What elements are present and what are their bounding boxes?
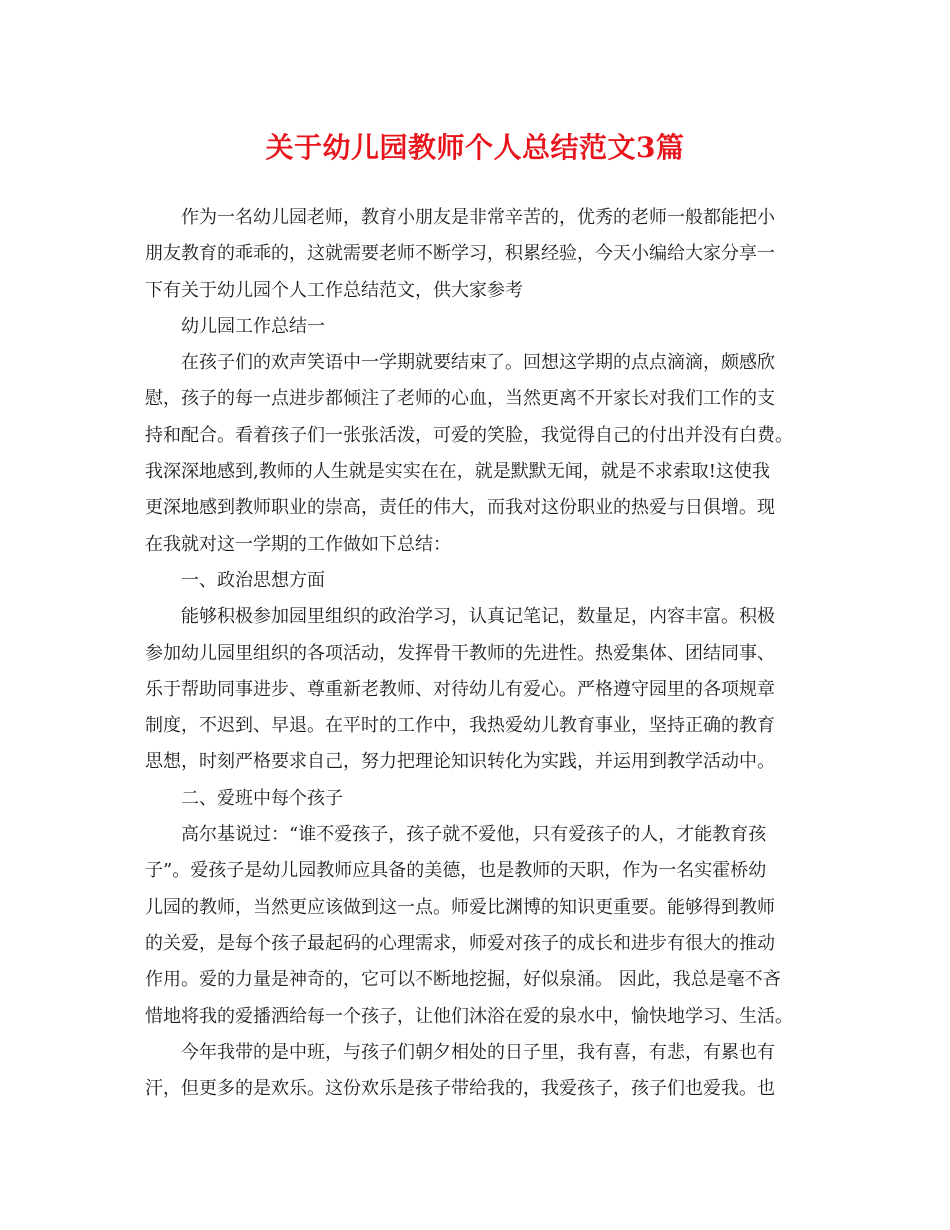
text-line: 子”。爱孩子是幼儿园教师应具备的美德，也是教师的天职，作为一名实霍桥幼 <box>145 860 767 882</box>
text-line: 在孩子们的欢声笑语中一学期就要结束了。回想这学期的点点滴滴，颇感欣 <box>181 352 775 374</box>
text-line: 持和配合。看着孩子们一张张活泼，可爱的笑脸，我觉得自己的付出并没有白费。 <box>145 424 793 446</box>
text-line: 作为一名幼儿园老师，教育小朋友是非常辛苦的，优秀的老师一般都能把小 <box>181 207 775 228</box>
text-line: 我深深地感到,教师的人生就是实实在在，就是默默无闻，就是不求索取!这使我 <box>145 461 770 483</box>
text-line: 能够积极参加园里组织的政治学习，认真记笔记，数量足，内容丰富。积极 <box>181 606 775 628</box>
text-line: 的关爱，是每个孩子最起码的心理需求，师爱对孩子的成长和进步有很大的推动 <box>145 932 775 954</box>
text-line: 乐于帮助同事进步、尊重新老教师、对待幼儿有爱心。严格遵守园里的各项规章 <box>145 678 775 700</box>
text-line: 参加幼儿园里组织的各项活动，发挥骨干教师的先进性。热爱集体、团结同事、 <box>145 642 775 664</box>
text-line: 朋友教育的乖乖的，这就需要老师不断学习，积累经验，今天小编给大家分享一 <box>145 243 775 265</box>
text-line: 作用。爱的力量是神奇的，它可以不断地挖掘，好似泉涌。 因此，我总是毫不吝 <box>145 969 781 991</box>
document-body <box>145 200 805 1107</box>
text-line: 更深地感到教师职业的崇高，责任的伟大，而我对这份职业的热爱与日俱增。现 <box>145 497 775 519</box>
text-line: 一、政治思想方面 <box>181 569 325 591</box>
text-line: 幼儿园工作总结一 <box>181 315 325 337</box>
text-line: 下有关于幼儿园个人工作总结范文，供大家参考 <box>145 279 523 301</box>
text-line: 二、爱班中每个孩子 <box>181 787 343 809</box>
text-line: 在我就对这一学期的工作做如下总结： <box>145 533 451 555</box>
text-line: 今年我带的是中班，与孩子们朝夕相处的日子里，我有喜，有悲，有累也有 <box>181 1041 775 1063</box>
text-line: 思想，时刻严格要求自己，努力把理论知识转化为实践，并运用到教学活动中。 <box>145 751 775 773</box>
text-line: 汗，但更多的是欢乐。这份欢乐是孩子带给我的，我爱孩子，孩子们也爱我。也 <box>145 1078 775 1100</box>
document-title: 关于幼儿园教师个人总结范文3篇 <box>265 131 685 164</box>
text-line: 制度，不迟到、早退。在平时的工作中，我热爱幼儿教育事业，坚持正确的教育 <box>145 715 775 737</box>
text-line: 惜地将我的爱播洒给每一个孩子，让他们沐浴在爱的泉水中，愉快地学习、生活。 <box>145 1005 793 1027</box>
text-line: 高尔基说过：“谁不爱孩子，孩子就不爱他，只有爱孩子的人，才能教育孩 <box>181 824 767 846</box>
text-line: 儿园的教师，当然更应该做到这一点。师爱比渊博的知识更重要。能够得到教师 <box>145 896 775 918</box>
text-line: 慰，孩子的每一点进步都倾注了老师的心血，当然更离不开家长对我们工作的支 <box>145 388 775 410</box>
